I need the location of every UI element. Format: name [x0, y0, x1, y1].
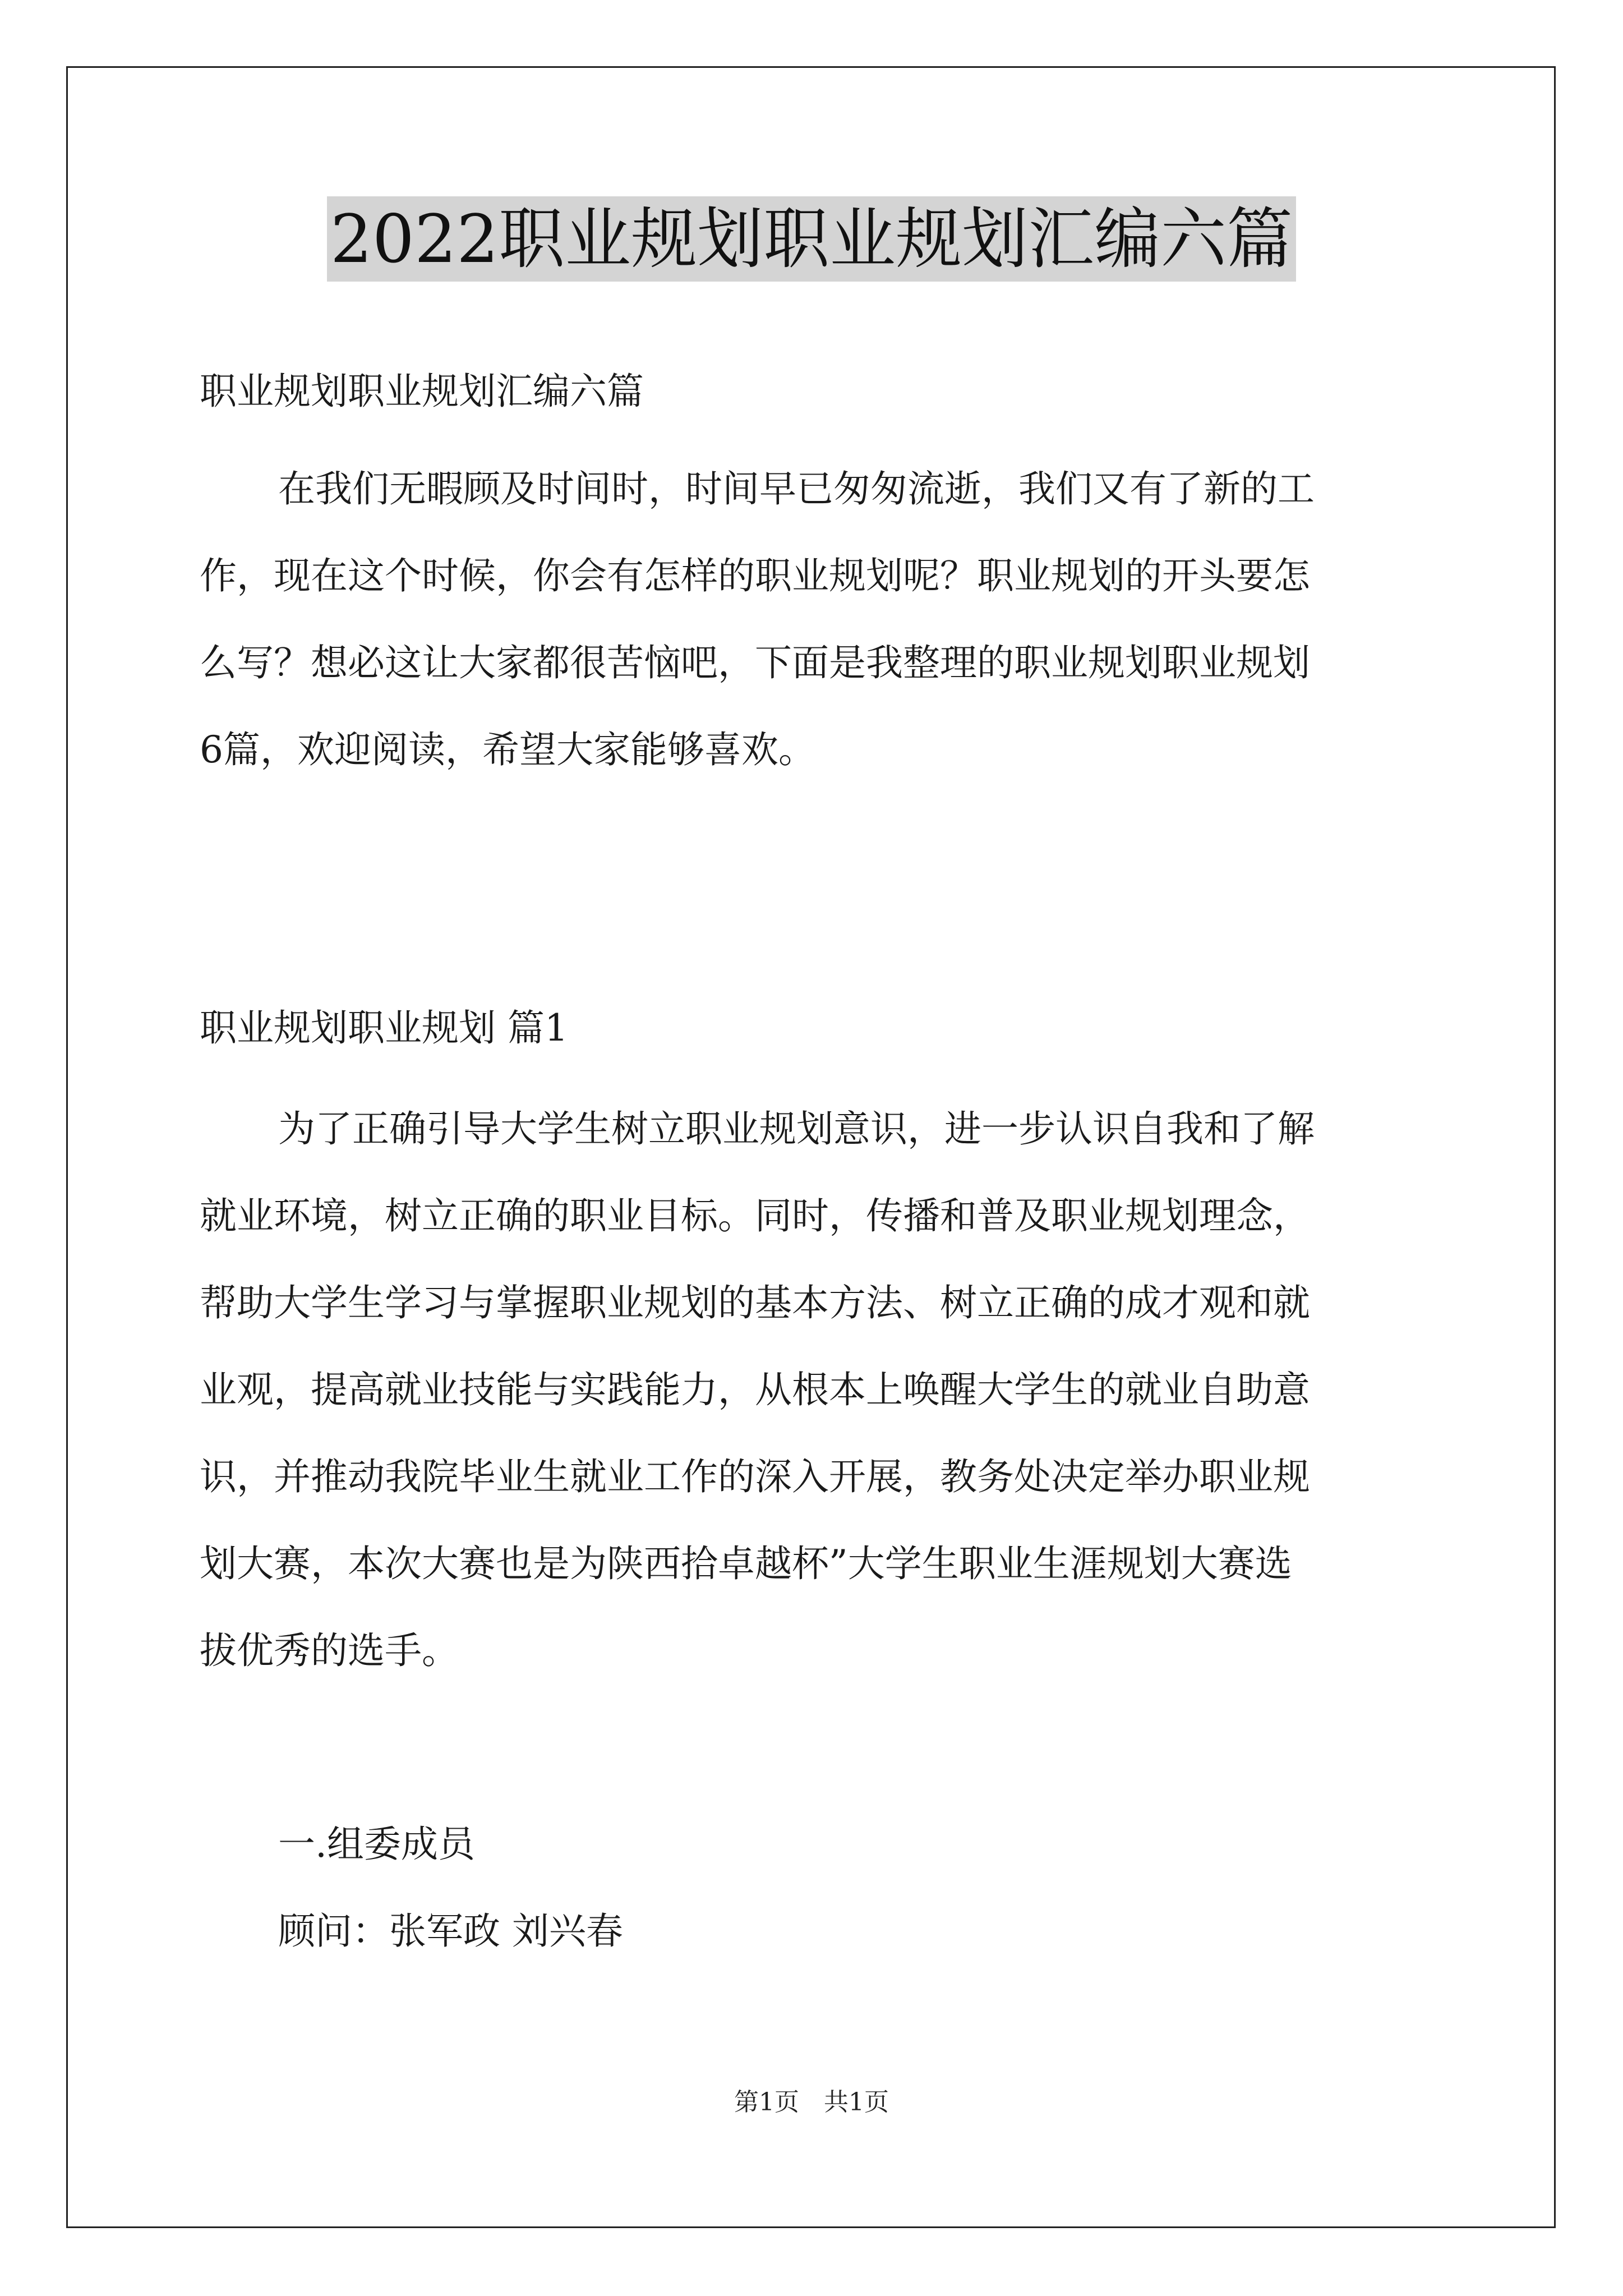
page-footer: 第1页 共1页 [734, 2088, 889, 2116]
section-line: 拔优秀的选手。 [200, 1629, 459, 1672]
section-line: 识，并推动我院毕业生就业工作的深入开展，教务处决定举办职业规 [200, 1455, 1310, 1498]
intro-paragraph [200, 445, 1433, 793]
section-heading: 职业规划职业规划 篇1 [200, 1006, 568, 1050]
section-line: 帮助大学生学习与掌握职业规划的基本方法、树立正确的成才观和就 [200, 1281, 1310, 1324]
document-title: 2022职业规划职业规划汇编六篇 [327, 196, 1296, 282]
intro-line: 6篇，欢迎阅读，希望大家能够喜欢。 [200, 728, 815, 771]
advisors-line: 顾问：张军政 刘兴春 [278, 1910, 623, 1953]
intro-line: 么写？想必这让大家都很苦恼吧，下面是我整理的职业规划职业规划 [200, 641, 1310, 684]
section-line: 划大赛，本次大赛也是为陕西拾卓越杯”大学生职业生涯规划大赛选 [200, 1542, 1292, 1585]
section-paragraph [200, 1085, 1433, 1694]
intro-line: 在我们无暇顾及时间时，时间早已匆匆流逝，我们又有了新的工 [278, 467, 1315, 510]
title-container [0, 196, 1623, 282]
intro-line: 作，现在这个时候，你会有怎样的职业规划呢？职业规划的开头要怎 [200, 554, 1310, 597]
section-line: 就业环境，树立正确的职业目标。同时，传播和普及职业规划理念， [200, 1194, 1310, 1237]
section-line: 业观，提高就业技能与实践能力，从根本上唤醒大学生的就业自助意 [200, 1368, 1310, 1411]
section-line: 为了正确引导大学生树立职业规划意识，进一步认识自我和了解 [278, 1107, 1315, 1151]
committee-heading: 一.组委成员 [278, 1823, 475, 1866]
document-subtitle: 职业规划职业规划汇编六篇 [200, 370, 644, 413]
